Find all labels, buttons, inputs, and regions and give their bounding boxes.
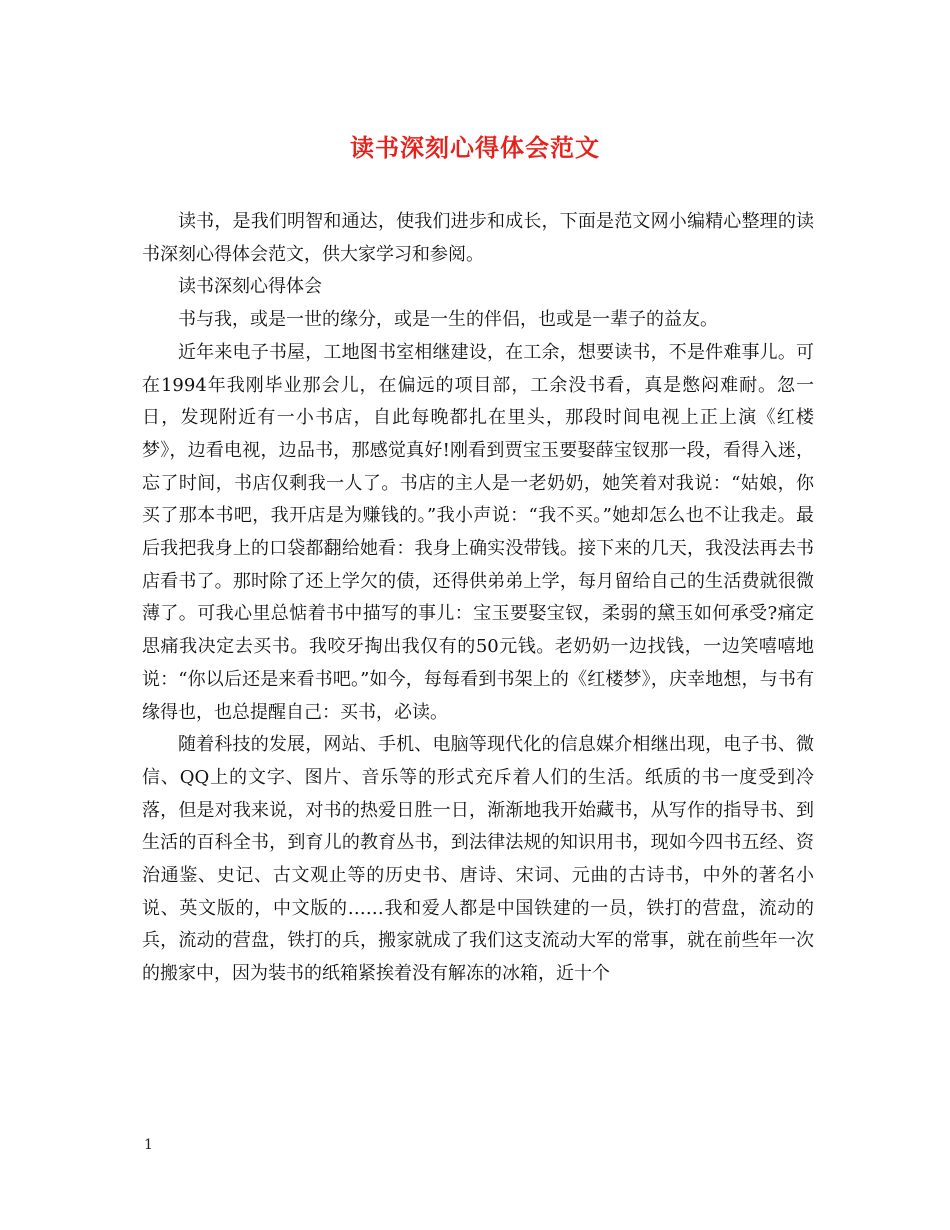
paragraph-intro: 读书，是我们明智和通达，使我们进步和成长，下面是范文网小编精心整理的读书深刻心得体会范文，供大家学习和参阅。	[142, 211, 814, 265]
document-title: 读书深刻心得体会范文	[350, 133, 600, 162]
document-body	[142, 206, 814, 991]
paragraph-3: 随着科技的发展，网站、手机、电脑等现代化的信息媒介相继出现，电子书、微信、QQ上的文字、图片、音乐等的形式充斥着人们的生活。纸质的书一度受到冷落，但是对我来说，对书的热爱日胜一日，渐渐地我开始藏书，从写作的指导书、到生活的百科全书，到育儿的教育丛书，到法律法规的知识用书，现如今四书五经、资治通鉴、史记、古文观止等的历史书、唐诗、宋词、元曲的古诗书，中外的著名小说、英文版的，中文版的……我和爱人都是中国铁建的一员，铁打的营盘，流动的兵，流动的营盘，铁打的兵，搬家就成了我们这支流动大军的常事，就在前些年一次的搬家中，因为装书的纸箱紧挨着没有解冻的冰箱，近十个	[142, 734, 814, 985]
paragraph-1: 书与我，或是一世的缘分，或是一生的伴侣，也或是一辈子的益友。	[178, 309, 718, 331]
page-number: 1	[144, 1137, 153, 1153]
paragraph-2: 近年来电子书屋，工地图书室相继建设，在工余，想要读书，不是件难事儿。可在1994年我刚毕业那会儿，在偏远的项目部，工余没书看，真是憋闷难耐。忽一日，发现附近有一小书店，自此每晚都扎在里头，那段时间电视上正上演《红楼梦》，边看电视，边品书，那感觉真好!刚看到贾宝玉要娶薛宝钗那一段，看得入迷，忘了时间，书店仅剩我一人了。书店的主人是一老奶奶，她笑着对我说：“姑娘，你买了那本书吧，我开店是为赚钱的。”我小声说：“我不买。”她却怎么也不让我走。最后我把我身上的口袋都翻给她看：我身上确实没带钱。接下来的几天，我没法再去书店看书了。那时除了还上学欠的债，还得供弟弟上学，每月留给自己的生活费就很微薄了。可我心里总惦着书中描写的事儿：宝玉要娶宝钗，柔弱的黛玉如何承受?痛定思痛我决定去买书。我咬牙掏出我仅有的50元钱。老奶奶一边找钱，一边笑嘻嘻地说：“你以后还是来看书吧。”如今，每每看到书架上的《红楼梦》，庆幸地想，与书有缘得也，也总提醒自己：买书，必读。	[142, 341, 814, 723]
paragraph-subheading: 读书深刻心得体会	[178, 276, 322, 298]
